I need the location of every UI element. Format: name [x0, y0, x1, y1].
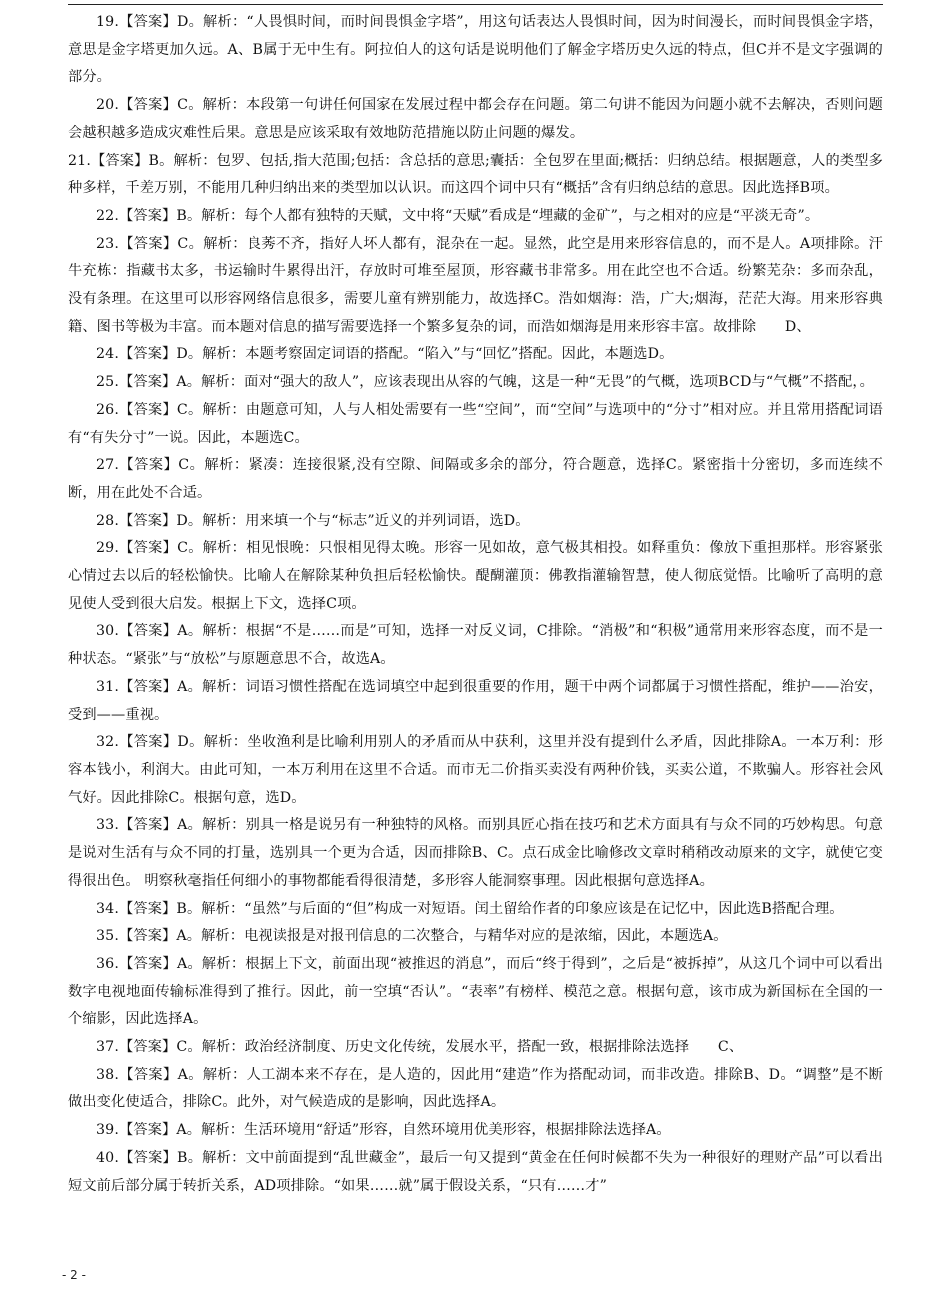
answer-35: 35.【答案】A。解析：电视读报是对报刊信息的二次整合，与精华对应的是浓缩，因此，本题选A。 [96, 928, 728, 945]
page-number: - 2 - [62, 1268, 86, 1282]
answer-30: 30.【答案】A。解析：根据“不是……而是”可知，选择一对反义词，C排除。“消极”和“积极”通常用来形容态度，而不是一种状态。“紧张”与“放松”与原题意思不合，故选A。 [68, 623, 883, 668]
answer-33: 33.【答案】A。解析：别具一格是说另有一种独特的风格。而别具匠心指在技巧和艺术方面具有与众不同的巧妙构思。句意是说对生活有与众不同的打量，选别具一个更为合适，因而排除B、C。点石成金比喻修改文章时稍稍改动原来的文字，就使它变得很出色。 明察秋毫指任何细小的事物都能看得很清楚，多形容人能洞察事理。因此根据句意选择A。 [68, 817, 883, 889]
answer-19: 19.【答案】D。解析：“人畏惧时间，而时间畏惧金字塔”，用这句话表达人畏惧时间，因为时间漫长，而时间畏惧金字塔，意思是金字塔更加久远。A、B属于无中生有。阿拉伯人的这句话是说明他们了解金字塔历史久远的特点，但C并不是文字强调的部分。 [68, 14, 883, 86]
answer-21: 21.【答案】B。解析：包罗、包括,指大范围;包括：含总括的意思;囊括：全包罗在里面;概括：归纳总结。根据题意，人的类型多种多样，千差万别，不能用几种归纳出来的类型加以认识。而这四个词中只有“概括”含有归纳总结的意思。因此选择B项。 [68, 152, 883, 197]
answer-38: 38.【答案】A。解析：人工湖本来不存在，是人造的，因此用“建造”作为搭配动词，而非改造。排除B、D。“调整”是不断做出变化使适合，排除C。此外，对气候造成的是影响，因此选择A。 [68, 1066, 883, 1111]
header-rule [68, 4, 883, 5]
answer-27: 27.【答案】C。解析：紧凑：连接很紧,没有空隙、间隔或多余的部分，符合题意，选择C。紧密指十分密切，多而连续不断，用在此处不合适。 [68, 457, 883, 501]
answer-25: 25.【答案】A。解析：面对“强大的敌人”，应该表现出从容的气魄，这是一种“无畏”的气概，选项BCD与“气概”不搭配，。 [96, 374, 874, 391]
answer-24: 24.【答案】D。解析：本题考察固定词语的搭配。“陷入”与“回忆”搭配。因此，本题选D。 [96, 346, 674, 363]
answer-28: 28.【答案】D。解析：用来填一个与“标志”近义的并列词语，选D。 [96, 512, 530, 529]
answer-26: 26.【答案】C。解析：由题意可知，人与人相处需要有一些“空间”，而“空间”与选项中的“分寸”相对应。并且常用搭配词语有“有失分寸”一说。因此，本题选C。 [68, 401, 883, 446]
answer-40: 40.【答案】B。解析：文中前面提到“乱世藏金”，最后一句又提到“黄金在任何时候都不失为一种很好的理财产品”可以看出短文前后部分属于转折关系，AD项排除。“如果……就”属于假设关系，“只有……才” [68, 1149, 883, 1194]
answer-37: 37.【答案】C。解析：政治经济制度、历史文化传统，发展水平，搭配一致，根据排除法选择 C、 [96, 1039, 744, 1056]
answer-22: 22.【答案】B。解析：每个人都有独特的天赋，文中将“天赋”看成是“埋藏的金矿”，与之相对的应是“平淡无奇”。 [96, 207, 820, 224]
answer-31: 31.【答案】A。解析：词语习惯性搭配在选词填空中起到很重要的作用，题干中两个词都属于习惯性搭配，维护——治安，受到——重视。 [68, 678, 883, 723]
answer-20: 20.【答案】C。解析：本段第一句讲任何国家在发展过程中都会存在问题。第二句讲不能因为问题小就不去解决，否则问题会越积越多造成灾难性后果。意思是应该采取有效地防范措施以防止问题的爆发。 [68, 97, 883, 141]
answer-23: 23.【答案】C。解析：良莠不齐，指好人坏人都有，混杂在一起。显然，此空是用来形容信息的，而不是人。A项排除。汗牛充栋：指藏书太多，书运输时牛累得出汗，存放时可堆至屋顶，形容藏书非常多。用在此空也不合适。纷繁芜杂：多而杂乱，没有条理。在这里可以形容网络信息很多，需要儿童有辨别能力，故选择C。浩如烟海：浩，广大;烟海，茫茫大海。用来形容典籍、图书等极为丰富。而本题对信息的描写需要选择一个繁多复杂的词，而浩如烟海是用来形容丰富。故排除 D、 [68, 235, 883, 335]
answer-29: 29.【答案】C。解析：相见恨晚：只恨相见得太晚。形容一见如故，意气极其相投。如释重负：像放下重担那样。形容紧张心情过去以后的轻松愉快。比喻人在解除某种负担后轻松愉快。醍醐灌顶：佛教指灌输智慧，使人彻底觉悟。比喻听了高明的意见使人受到很大启发。根据上下文，选择C项。 [68, 540, 883, 612]
answer-explanations [68, 9, 883, 1200]
answer-36: 36.【答案】A。解析：根据上下文，前面出现“被推迟的消息”，而后“终于得到”，之后是“被拆掉”，从这几个词中可以看出数字电视地面传输标准得到了推行。因此，前一空填“否认”。“表率”有榜样、模范之意。根据句意，该市成为新国标在全国的一个缩影，因此选择A。 [68, 955, 883, 1028]
answer-34: 34.【答案】B。解析：“虽然”与后面的“但”构成一对短语。闰土留给作者的印象应该是在记忆中，因此选B搭配合理。 [96, 900, 844, 917]
answer-39: 39.【答案】A。解析：生活环境用“舒适”形容，自然环境用优美形容，根据排除法选择A。 [96, 1122, 671, 1139]
answer-32: 32.【答案】D。解析：坐收渔利是比喻利用别人的矛盾而从中获利，这里并没有提到什么矛盾，因此排除A。一本万利：形容本钱小，利润大。由此可知，一本万利用在这里不合适。而市无二价指买卖没有两种价钱，买卖公道，不欺骗人。形容社会风气好。因此排除C。根据句意，选D。 [68, 734, 883, 806]
